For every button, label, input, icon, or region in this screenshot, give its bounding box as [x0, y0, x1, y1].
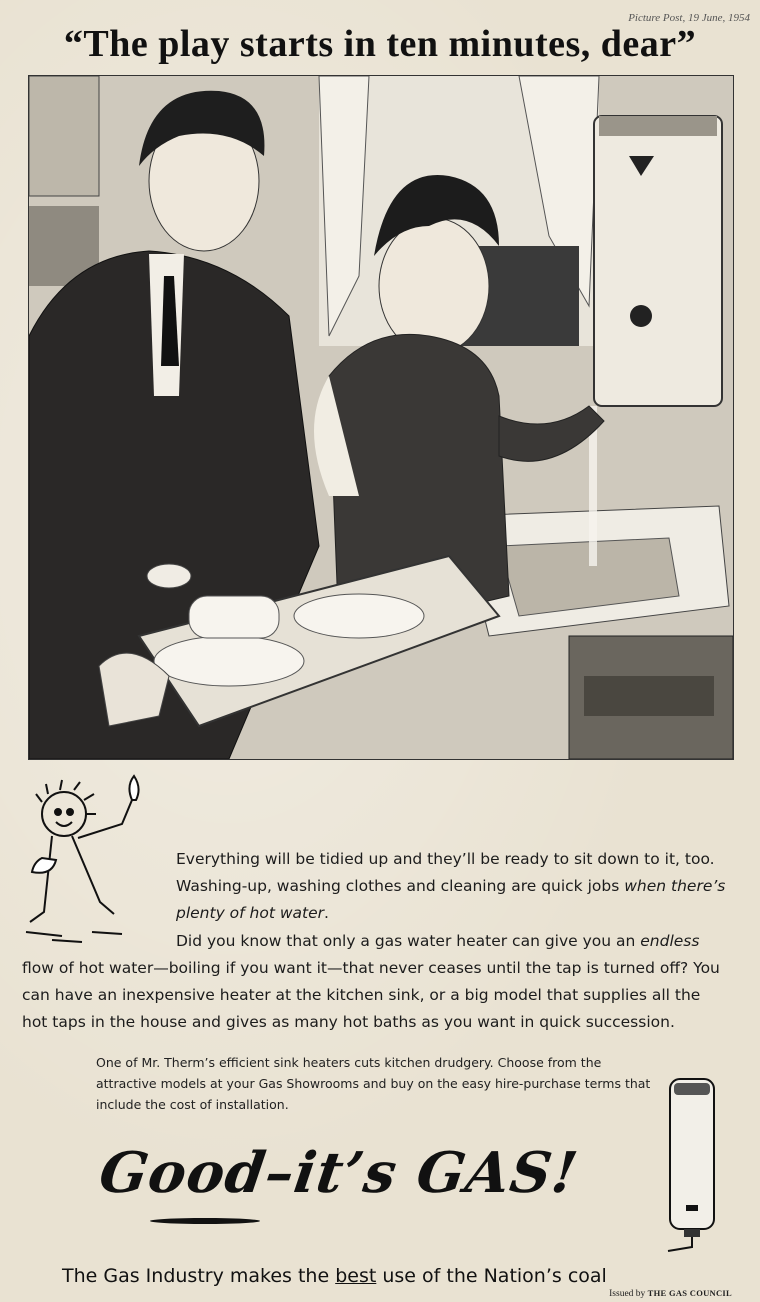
- paragraph2-rest: flow of hot water—boiling if you want it—that never ceases until the tap is turned off? You can have an inexpensive heater at the kitchen sink, or a big model that supplies all the hot taps in the house and gives as many hot baths as you want in quick succession.: [22, 959, 720, 1031]
- issued-label: Issued by: [609, 1289, 648, 1299]
- paragraph1-emphasis: when there’s plenty of hot water: [176, 877, 726, 922]
- footer-best: best: [335, 1265, 377, 1287]
- footer-text: The Gas Industry makes the: [62, 1265, 336, 1287]
- source-citation: Picture Post, 19 June, 1954: [628, 12, 750, 24]
- issuer-name: THE GAS COUNCIL: [647, 1288, 732, 1298]
- mr-therm-mascot-icon: [22, 772, 162, 952]
- sink-heater-icon: [660, 1075, 724, 1255]
- issued-by: [609, 1288, 732, 1299]
- footer-end: use of the Nation’s coal: [376, 1265, 607, 1287]
- paragraph2-emphasis: endless: [640, 932, 700, 950]
- kitchen-illustration: [28, 75, 734, 760]
- small-print: One of Mr. Therm’s efficient sink heaters cuts kitchen drudgery. Choose from the attractive models at your Gas Showrooms and buy on the easy hire-purchase terms that include the cost of installation.: [96, 1055, 651, 1112]
- paragraph1-text: Everything will be tidied up and they’ll be ready to sit down to it, too. Washing-up, washing clothes and cleaning are quick jobs: [176, 850, 715, 895]
- slogan-underline: [150, 1218, 260, 1224]
- paragraph2-text: Did you know that only a gas water heater can give you an: [176, 932, 641, 950]
- footer-tagline: [62, 1265, 607, 1287]
- paragraph1-end: .: [324, 904, 329, 922]
- paragraph-hot-water: [176, 846, 726, 927]
- slogan: Good–it’s GAS!: [95, 1140, 583, 1206]
- headline: “The play starts in ten minutes, dear”: [63, 23, 697, 65]
- paragraph-gas-heater: [22, 928, 728, 1036]
